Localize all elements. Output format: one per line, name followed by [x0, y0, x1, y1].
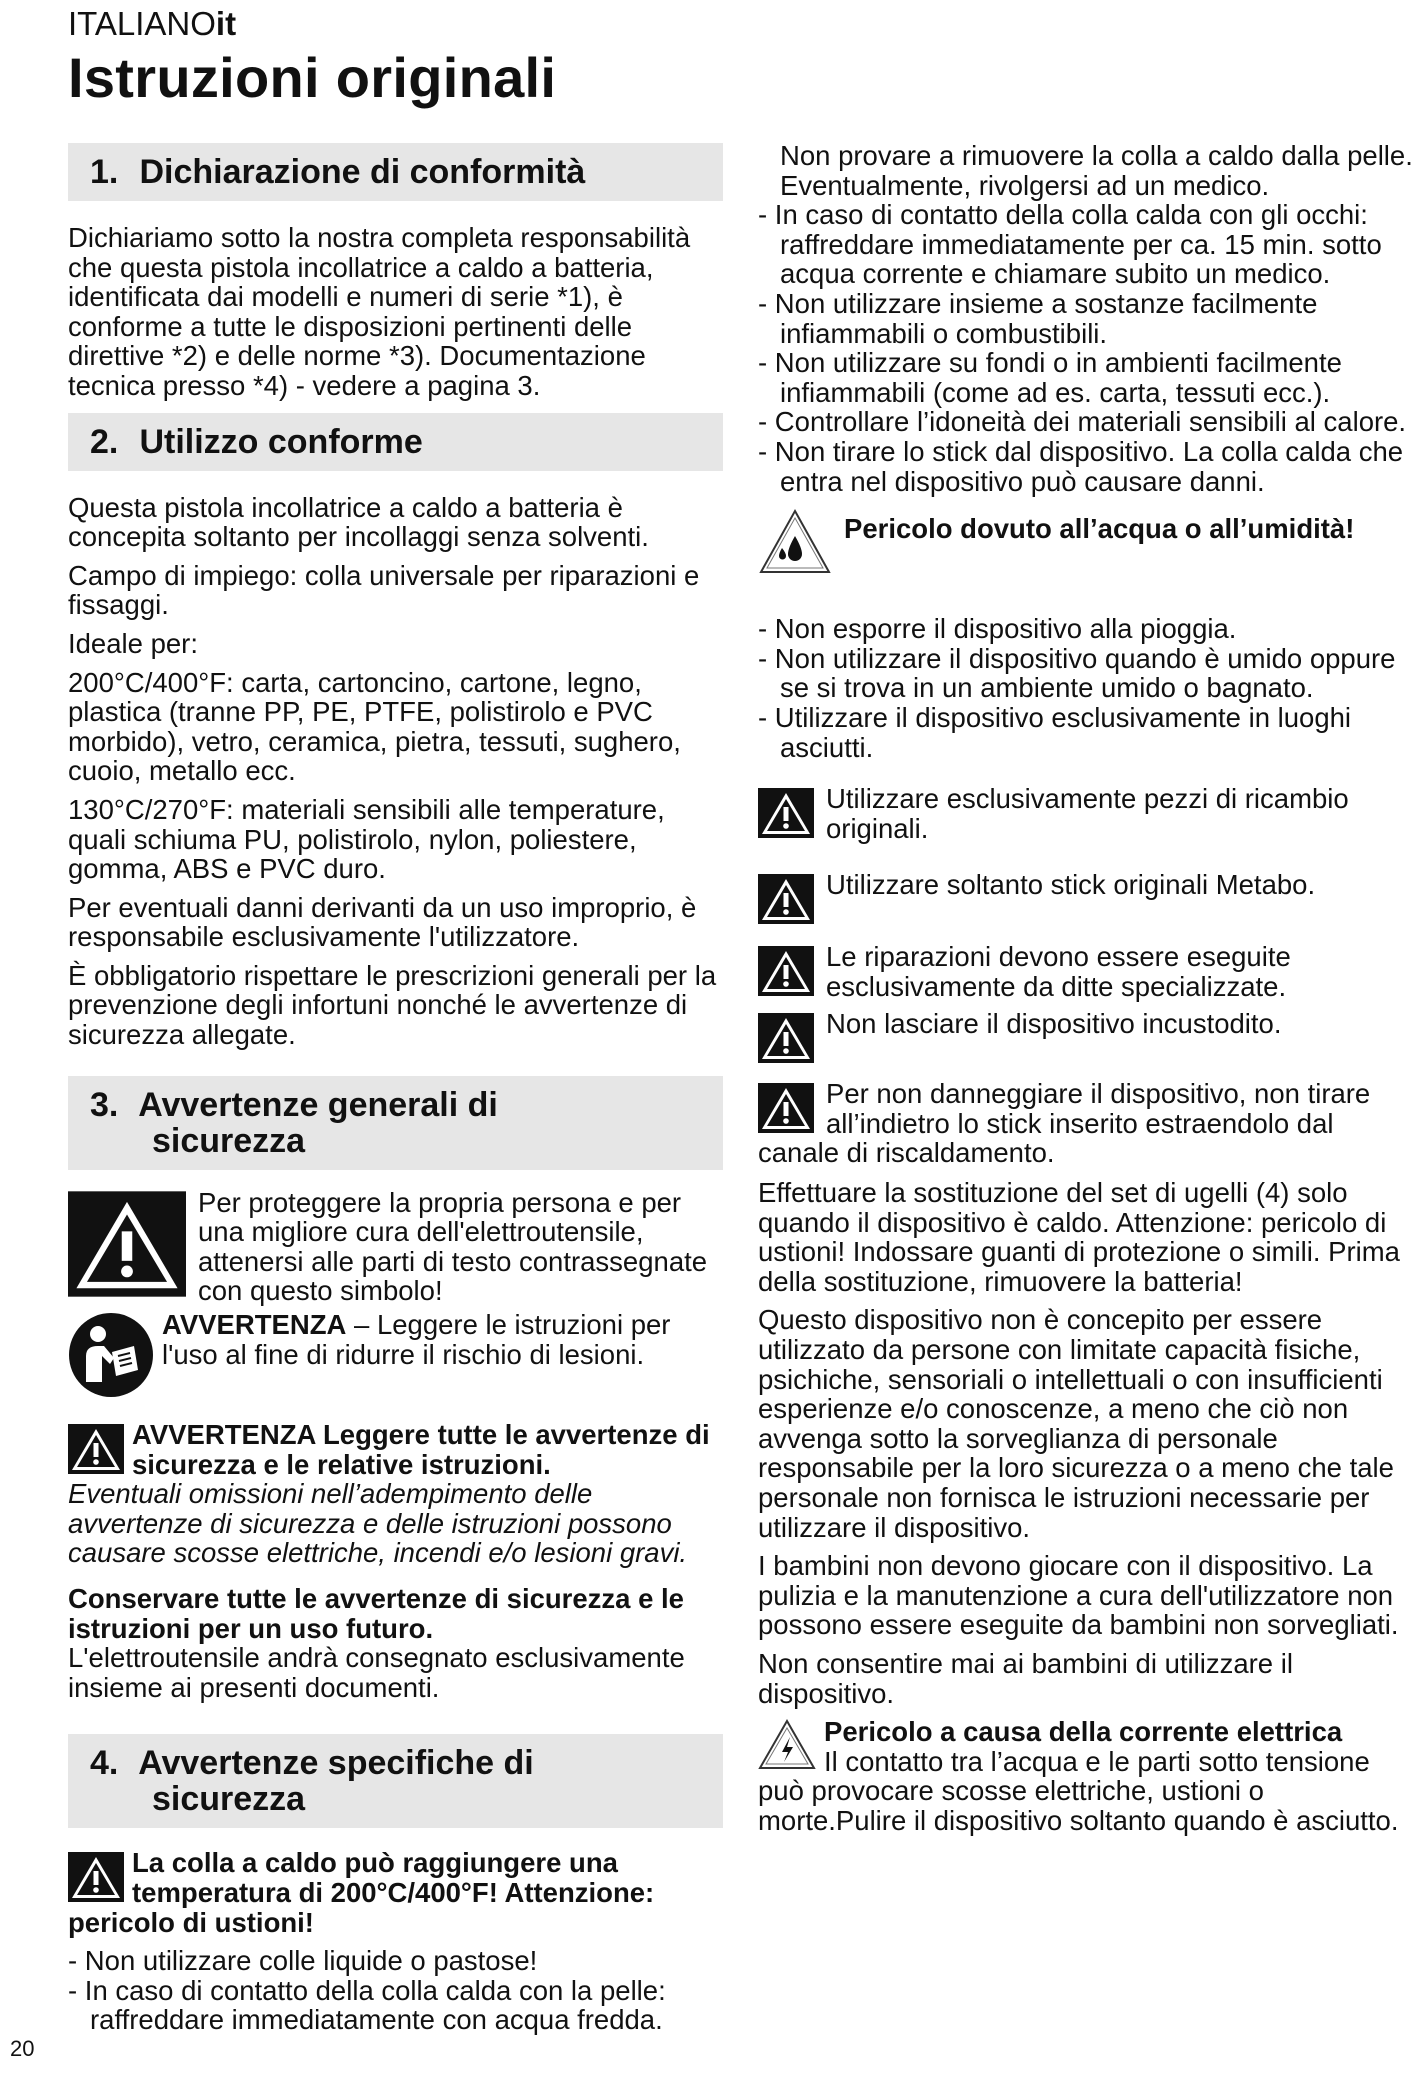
page-number: 20 [10, 2036, 35, 2061]
keep-instructions-text: L'elettroutensile andrà consegnato esclusivamente insieme ai presenti documenti. [68, 1642, 685, 1703]
warning-triangle-icon [758, 946, 814, 996]
keep-instructions-title: Conservare tutte le avvertenze di sicurezza e le istruzioni per un uso futuro. [68, 1583, 684, 1644]
electric-warning [758, 1717, 1416, 1835]
warning-triangle-icon [758, 1083, 814, 1133]
section-2-text: 130°C/270°F: materiali sensibili alle temperature, quali schiuma PU, polistirolo, nylon, poliestere, gomma, ABS e PVC duro. [68, 793, 665, 885]
list-item: - Non utilizzare il dispositivo quando è umido oppure se si trova in un ambiente umido o bagnato. [758, 642, 1396, 704]
manual-warning-label: AVVERTENZA [162, 1309, 347, 1341]
list-item: - Non tirare lo stick dal dispositivo. La colla calda che entra nel dispositivo può causare danni. [758, 435, 1404, 497]
electric-hazard-icon [758, 1719, 816, 1771]
section-1-heading: 1. Dichiarazione di conformità [68, 143, 723, 201]
warning-triangle-icon [68, 1852, 124, 1902]
section-2-text: Per eventuali danni derivanti da un uso improprio, è responsabile esclusivamente l'utilizzatore. [68, 891, 697, 953]
original-sticks-warning [758, 870, 1416, 924]
stick-removal-warning [758, 1079, 1416, 1168]
general-warning-title: AVVERTENZA Leggere tutte le avvertenze di sicurezza e le relative istruzioni. [132, 1419, 710, 1480]
warning-text: Per non danneggiare il dispositivo, non tirare all’indietro lo stick inserito estraendolo dal canale di riscaldamento. [758, 1078, 1371, 1169]
repairs-warning [758, 942, 1416, 1001]
general-warning [68, 1420, 723, 1568]
hot-glue-warning-text: La colla a caldo può raggiungere una temperatura di 200°C/400°F! Attenzione: pericolo di ustioni! [68, 1847, 655, 1938]
symbol-explanation [68, 1186, 723, 1307]
restricted-users-text: Questo dispositivo non è concepito per essere utilizzato da persone con limitate capacità fisiche, psichiche, sensoriali o intellettuali o con insufficienti esperienze e/o conoscenze, a meno che ciò non avvenga sotto la sorveglianza di personale responsabile per la loro sicurezza o a meno che tale personale non fornisca le istruzioni necessarie per utilizzare il dispositivo. [758, 1304, 1394, 1543]
list-item: - In caso di contatto della colla calda con gli occhi: raffreddare immediatamente per ca. 15 min. sotto acqua corrente e chiamare subito un medico. [758, 199, 1382, 290]
list-item: - In caso di contatto della colla calda con la pelle: raffreddare immediatamente con acqua fredda. [68, 1974, 666, 2036]
page-header [68, 4, 556, 110]
read-manual-icon [68, 1312, 154, 1398]
section-2-text: È obbligatorio rispettare le prescrizioni generali per la prevenzione degli infortuni nonché le avvertenze di sicurezza allegate. [68, 959, 717, 1051]
warning-triangle-icon [68, 1424, 124, 1474]
section-2-text: Ideale per: [68, 627, 198, 659]
unattended-warning [758, 1009, 1416, 1065]
list-item: - Controllare l’idoneità dei materiali sensibili al calore. [758, 406, 1407, 438]
list-item: - Non utilizzare colle liquide o pastose! [68, 1945, 538, 1977]
general-warning-text: Eventuali omissioni nell’adempimento delle avvertenze di sicurezza e delle istruzioni possono causare scosse elettriche, incendi e/o lesioni gravi. [68, 1478, 688, 1569]
electric-warning-title: Pericolo a causa della corrente elettrica [824, 1716, 1343, 1748]
section-3-heading: 3. Avvertenze generali di sicurezza [68, 1076, 723, 1170]
warning-triangle-icon [758, 874, 814, 924]
list-item: - Non esporre il dispositivo alla pioggia. [758, 613, 1237, 645]
section-2-text: 200°C/400°F: carta, cartoncino, cartone, legno, plastica (tranne PP, PE, PTFE, polistirolo e PVC morbido), vetro, ceramica, pietra, tessuti, sughero, cuoio, metallo ecc. [68, 666, 681, 787]
water-hazard-icon [758, 508, 832, 576]
list-item-continuation: Non provare a rimuovere la colla a caldo dalla pelle. Eventualmente, rivolgersi ad un medico. [780, 140, 1413, 201]
manual-warning [68, 1309, 723, 1398]
section-2-text: Campo di impiego: colla universale per riparazioni e fissaggi. [68, 559, 700, 621]
warning-text: Utilizzare soltanto stick originali Metabo. [826, 869, 1316, 901]
nozzle-replacement-text: Effettuare la sostituzione del set di ugelli (4) solo quando il dispositivo è caldo. Attenzione: pericolo di ustioni! Indossare guanti di protezione o simili. Prima della sostituzione, rimuovere la batteria! [758, 1177, 1400, 1297]
hot-glue-warning [68, 1848, 723, 1937]
manual-warning-text: – Leggere le istruzioni per l'uso al fine di ridurre il rischio di lesioni. [162, 1309, 671, 1370]
warning-triangle-icon [68, 1190, 186, 1298]
left-column [68, 143, 723, 2035]
list-item: - Non utilizzare su fondi o in ambienti facilmente infiammabili (come ad es. carta, tessuti ecc.). [758, 347, 1342, 408]
section-2-heading: 2. Utilizzo conforme [68, 413, 723, 471]
water-warning [758, 508, 1416, 576]
spare-parts-warning [758, 784, 1416, 850]
water-warning-title: Pericolo dovuto all’acqua o all’umidità! [844, 513, 1355, 545]
warning-text: Non lasciare il dispositivo incustodito. [826, 1008, 1282, 1040]
section-2-text: Questa pistola incollatrice a caldo a batteria è concepita soltanto per incollaggi senza solventi. [68, 491, 649, 553]
section-1-text: Dichiariamo sotto la nostra completa responsabilità che questa pistola incollatrice a caldo a batteria, identificata dai modelli e numeri di serie *1), è conforme a tutte le disposizioni pertinenti delle direttive *2) e delle norme *3). Documentazione tecnica presso *4) - vedere a pagina 3. [68, 222, 691, 401]
electric-warning-text: Il contatto tra l’acqua e le parti sotto tensione può provocare scosse elettriche, ustioni o morte.Pulire il dispositivo soltanto quando è asciutto. [758, 1745, 1399, 1836]
children-text: I bambini non devono giocare con il dispositivo. La pulizia e la manutenzione a cura dell'utilizzatore non possono essere eseguite da bambini non sorvegliati. [758, 1550, 1399, 1641]
right-column [758, 141, 1416, 1836]
warning-text: Le riparazioni devono essere eseguite esclusivamente da ditte specializzate. [826, 941, 1291, 1002]
page-title: Istruzioni originali [68, 46, 557, 109]
language-label: ITALIANOit [68, 5, 237, 42]
list-item: - Non utilizzare insieme a sostanze facilmente infiammabili o combustibili. [758, 287, 1318, 349]
section-4-heading: 4. Avvertenze specifiche di sicurezza [68, 1734, 723, 1828]
warning-text: Utilizzare esclusivamente pezzi di ricambio originali. [826, 783, 1349, 844]
list-item: - Utilizzare il dispositivo esclusivamente in luoghi asciutti. [758, 701, 1352, 763]
symbol-explanation-text: Per proteggere la propria persona e per una migliore cura dell'elettroutensile, attenersi alle parti di testo contrassegnate con questo simbolo! [198, 1186, 708, 1307]
warning-triangle-icon [758, 788, 814, 838]
children-text: Non consentire mai ai bambini di utilizzare il dispositivo. [758, 1647, 1293, 1709]
warning-triangle-icon [758, 1013, 814, 1063]
